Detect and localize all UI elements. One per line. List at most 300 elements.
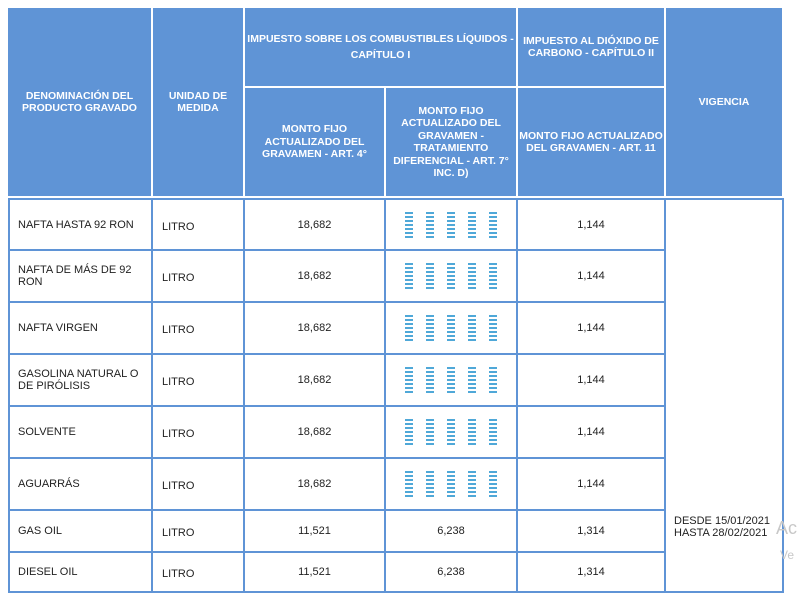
art4-value: 11,521	[245, 553, 386, 593]
dash-mark	[489, 323, 497, 325]
dash-mark	[447, 331, 455, 333]
dash-mark	[468, 367, 476, 369]
art7-dash-cell	[386, 459, 518, 511]
art11-value: 1,144	[518, 407, 666, 459]
dash-mark	[489, 267, 497, 269]
dash-mark	[426, 375, 434, 377]
dash-mark	[468, 443, 476, 445]
dash-mark	[468, 391, 476, 393]
header-col-art4: MONTO FIJO ACTUALIZADO DEL GRAVAMEN - ART. 4°	[245, 88, 386, 198]
dash-mark	[426, 471, 434, 473]
header-group-fuel-tax-title: IMPUESTO SOBRE LOS COMBUSTIBLES LÍQUIDOS -	[247, 32, 514, 45]
dash-mark	[426, 431, 434, 433]
dash-column	[489, 263, 497, 289]
unit-cell: LITRO	[153, 303, 245, 355]
dash-mark	[447, 236, 455, 238]
dash-mark	[447, 339, 455, 341]
dash-mark	[489, 491, 497, 493]
dash-column	[405, 471, 413, 497]
dash-mark	[468, 315, 476, 317]
dash-mark	[468, 335, 476, 337]
dash-column	[405, 315, 413, 341]
header-unit: UNIDAD DE MEDIDA	[153, 8, 245, 198]
dash-mark	[405, 335, 413, 337]
dash-mark	[405, 387, 413, 389]
dash-mark	[489, 216, 497, 218]
art11-value: 1,144	[518, 303, 666, 355]
dash-mark	[405, 427, 413, 429]
dash-mark	[468, 435, 476, 437]
product-name: DIESEL OIL	[8, 553, 153, 593]
dash-mark	[447, 387, 455, 389]
dash-mark	[447, 439, 455, 441]
dash-mark	[405, 323, 413, 325]
dash-mark	[468, 487, 476, 489]
dash-mark	[405, 212, 413, 214]
product-name: GASOLINA NATURAL O DE PIRÓLISIS	[8, 355, 153, 407]
dash-mark	[489, 275, 497, 277]
dash-column	[468, 212, 476, 238]
dash-column	[447, 263, 455, 289]
dash-mark	[426, 335, 434, 337]
dash-column	[489, 212, 497, 238]
dash-column	[489, 367, 497, 393]
dash-mark	[489, 271, 497, 273]
dash-mark	[426, 224, 434, 226]
dash-column	[426, 263, 434, 289]
dash-mark	[447, 495, 455, 497]
dash-mark	[426, 443, 434, 445]
dash-mark	[405, 275, 413, 277]
dash-mark	[405, 443, 413, 445]
dash-mark	[489, 315, 497, 317]
product-name: SOLVENTE	[8, 407, 153, 459]
art4-value: 18,682	[245, 198, 386, 251]
dash-mark	[489, 371, 497, 373]
dash-mark	[468, 375, 476, 377]
header-group-co2-tax: IMPUESTO AL DIÓXIDO DE CARBONO - CAPÍTULO II	[518, 8, 666, 88]
dash-mark	[468, 491, 476, 493]
dash-mark	[489, 487, 497, 489]
dash-mark	[426, 220, 434, 222]
dash-column	[468, 315, 476, 341]
dash-mark	[468, 236, 476, 238]
dash-mark	[426, 232, 434, 234]
dash-mark	[489, 475, 497, 477]
dash-marks	[386, 263, 516, 289]
dash-mark	[405, 431, 413, 433]
dash-mark	[426, 379, 434, 381]
dash-column	[468, 419, 476, 445]
art11-value: 1,144	[518, 459, 666, 511]
header-product: DENOMINACIÓN DEL PRODUCTO GRAVADO	[8, 8, 153, 198]
dash-mark	[468, 387, 476, 389]
art7-value: 6,238	[386, 511, 518, 553]
dash-mark	[426, 371, 434, 373]
dash-mark	[405, 379, 413, 381]
art11-value: 1,314	[518, 553, 666, 593]
dash-column	[405, 419, 413, 445]
dash-mark	[489, 419, 497, 421]
dash-marks	[386, 212, 516, 238]
dash-mark	[489, 335, 497, 337]
dash-mark	[468, 212, 476, 214]
art4-value: 18,682	[245, 303, 386, 355]
dash-mark	[468, 479, 476, 481]
dash-mark	[489, 479, 497, 481]
dash-mark	[447, 423, 455, 425]
dash-mark	[405, 439, 413, 441]
dash-mark	[489, 387, 497, 389]
dash-mark	[405, 236, 413, 238]
dash-mark	[489, 435, 497, 437]
dash-mark	[426, 487, 434, 489]
dash-mark	[405, 263, 413, 265]
dash-column	[426, 471, 434, 497]
dash-mark	[468, 319, 476, 321]
watermark-text: Ac	[776, 518, 798, 538]
dash-mark	[468, 423, 476, 425]
dash-mark	[468, 327, 476, 329]
art7-value: 6,238	[386, 553, 518, 593]
dash-mark	[489, 483, 497, 485]
art11-value: 1,144	[518, 198, 666, 251]
product-name: GAS OIL	[8, 511, 153, 553]
dash-mark	[468, 475, 476, 477]
dash-mark	[405, 495, 413, 497]
dash-mark	[489, 339, 497, 341]
dash-mark	[405, 419, 413, 421]
dash-mark	[447, 263, 455, 265]
dash-mark	[447, 483, 455, 485]
dash-column	[447, 212, 455, 238]
dash-column	[489, 315, 497, 341]
dash-mark	[468, 371, 476, 373]
dash-mark	[447, 228, 455, 230]
dash-mark	[447, 212, 455, 214]
art4-value: 18,682	[245, 407, 386, 459]
dash-mark	[468, 220, 476, 222]
dash-mark	[405, 271, 413, 273]
art4-value: 18,682	[245, 251, 386, 303]
dash-column	[426, 419, 434, 445]
dash-mark	[405, 279, 413, 281]
dash-mark	[468, 224, 476, 226]
dash-mark	[426, 475, 434, 477]
unit-cell: LITRO	[153, 459, 245, 511]
dash-column	[426, 212, 434, 238]
dash-mark	[489, 236, 497, 238]
dash-mark	[426, 212, 434, 214]
dash-mark	[489, 383, 497, 385]
dash-mark	[468, 427, 476, 429]
unit-cell: LITRO	[153, 355, 245, 407]
dash-column	[405, 263, 413, 289]
dash-mark	[447, 335, 455, 337]
dash-mark	[405, 315, 413, 317]
dash-mark	[426, 279, 434, 281]
dash-mark	[447, 379, 455, 381]
dash-mark	[489, 279, 497, 281]
dash-mark	[468, 216, 476, 218]
dash-mark	[468, 271, 476, 273]
dash-mark	[447, 383, 455, 385]
dash-mark	[426, 236, 434, 238]
dash-mark	[447, 327, 455, 329]
art4-value: 18,682	[245, 459, 386, 511]
dash-mark	[405, 471, 413, 473]
dash-mark	[426, 323, 434, 325]
dash-mark	[489, 431, 497, 433]
unit-cell: LITRO	[153, 251, 245, 303]
dash-column	[405, 212, 413, 238]
product-name: AGUARRÁS	[8, 459, 153, 511]
dash-mark	[489, 367, 497, 369]
dash-mark	[405, 475, 413, 477]
dash-mark	[447, 419, 455, 421]
dash-mark	[426, 271, 434, 273]
dash-mark	[426, 275, 434, 277]
dash-mark	[447, 367, 455, 369]
dash-mark	[426, 435, 434, 437]
dash-mark	[447, 283, 455, 285]
dash-column	[468, 471, 476, 497]
dash-mark	[426, 283, 434, 285]
dash-mark	[426, 367, 434, 369]
watermark-subtext: Ve	[780, 548, 795, 562]
dash-mark	[447, 431, 455, 433]
header-group-fuel-tax-chapter: CAPÍTULO I	[350, 49, 411, 61]
dash-marks	[386, 419, 516, 445]
dash-mark	[426, 383, 434, 385]
dash-mark	[447, 475, 455, 477]
table-row	[8, 198, 784, 251]
product-name: NAFTA VIRGEN	[8, 303, 153, 355]
dash-mark	[447, 319, 455, 321]
validity-from: DESDE 15/01/2021	[674, 515, 771, 527]
dash-mark	[447, 220, 455, 222]
dash-mark	[489, 224, 497, 226]
dash-mark	[405, 391, 413, 393]
dash-mark	[426, 228, 434, 230]
dash-mark	[426, 419, 434, 421]
unit-cell: LITRO	[153, 511, 245, 553]
dash-column	[426, 367, 434, 393]
dash-mark	[426, 491, 434, 493]
dash-column	[468, 367, 476, 393]
dash-mark	[468, 483, 476, 485]
dash-mark	[468, 283, 476, 285]
dash-mark	[405, 339, 413, 341]
dash-mark	[468, 228, 476, 230]
dash-mark	[426, 427, 434, 429]
dash-mark	[447, 267, 455, 269]
art11-value: 1,144	[518, 251, 666, 303]
dash-mark	[426, 287, 434, 289]
header-group-fuel-tax	[245, 8, 518, 88]
dash-mark	[447, 232, 455, 234]
dash-mark	[468, 495, 476, 497]
dash-column	[405, 367, 413, 393]
dash-mark	[405, 224, 413, 226]
dash-mark	[405, 487, 413, 489]
dash-mark	[447, 391, 455, 393]
dash-mark	[489, 212, 497, 214]
dash-mark	[468, 379, 476, 381]
art7-dash-cell	[386, 407, 518, 459]
header-col-art11: MONTO FIJO ACTUALIZADO DEL GRAVAMEN - ART. 11	[518, 88, 666, 198]
dash-mark	[426, 267, 434, 269]
dash-mark	[489, 495, 497, 497]
dash-mark	[405, 232, 413, 234]
dash-column	[426, 315, 434, 341]
dash-mark	[468, 275, 476, 277]
dash-mark	[489, 375, 497, 377]
tax-table	[8, 8, 784, 593]
dash-mark	[489, 439, 497, 441]
art11-value: 1,144	[518, 355, 666, 407]
dash-mark	[447, 487, 455, 489]
dash-mark	[426, 263, 434, 265]
validity-cell	[666, 198, 784, 593]
dash-mark	[405, 383, 413, 385]
art7-dash-cell	[386, 251, 518, 303]
dash-mark	[426, 479, 434, 481]
validity-to: HASTA 28/02/2021	[674, 527, 768, 539]
dash-mark	[447, 279, 455, 281]
dash-mark	[426, 391, 434, 393]
dash-mark	[405, 220, 413, 222]
dash-marks	[386, 367, 516, 393]
header-col-art7: MONTO FIJO ACTUALIZADO DEL GRAVAMEN - TRATAMIENTO DIFERENCIAL - ART. 7° INC. D)	[386, 88, 518, 198]
dash-mark	[468, 267, 476, 269]
dash-mark	[405, 331, 413, 333]
art7-dash-cell	[386, 303, 518, 355]
dash-mark	[405, 228, 413, 230]
dash-column	[489, 419, 497, 445]
dash-mark	[447, 271, 455, 273]
dash-mark	[447, 443, 455, 445]
dash-mark	[468, 339, 476, 341]
dash-marks	[386, 315, 516, 341]
dash-mark	[489, 228, 497, 230]
dash-mark	[489, 327, 497, 329]
dash-mark	[426, 495, 434, 497]
dash-mark	[468, 232, 476, 234]
dash-mark	[426, 339, 434, 341]
dash-mark	[426, 216, 434, 218]
dash-mark	[426, 315, 434, 317]
unit-cell: LITRO	[153, 198, 245, 251]
dash-mark	[489, 471, 497, 473]
dash-mark	[489, 423, 497, 425]
dash-mark	[426, 331, 434, 333]
art7-dash-cell	[386, 355, 518, 407]
dash-mark	[489, 287, 497, 289]
dash-mark	[426, 327, 434, 329]
dash-mark	[489, 319, 497, 321]
dash-mark	[405, 267, 413, 269]
dash-mark	[468, 431, 476, 433]
dash-mark	[447, 315, 455, 317]
header-validity: VIGENCIA	[666, 8, 784, 198]
dash-mark	[468, 471, 476, 473]
unit-cell: LITRO	[153, 407, 245, 459]
dash-mark	[405, 479, 413, 481]
dash-mark	[489, 232, 497, 234]
dash-mark	[447, 471, 455, 473]
art4-value: 11,521	[245, 511, 386, 553]
dash-mark	[405, 483, 413, 485]
dash-column	[489, 471, 497, 497]
dash-mark	[489, 220, 497, 222]
dash-marks	[386, 471, 516, 497]
dash-mark	[468, 263, 476, 265]
dash-mark	[447, 287, 455, 289]
dash-mark	[489, 443, 497, 445]
dash-mark	[405, 367, 413, 369]
dash-mark	[447, 375, 455, 377]
dash-column	[447, 419, 455, 445]
dash-mark	[468, 383, 476, 385]
dash-mark	[405, 287, 413, 289]
dash-mark	[447, 435, 455, 437]
dash-column	[468, 263, 476, 289]
dash-mark	[468, 331, 476, 333]
dash-mark	[468, 287, 476, 289]
dash-mark	[426, 387, 434, 389]
dash-mark	[489, 427, 497, 429]
product-name: NAFTA DE MÁS DE 92 RON	[8, 251, 153, 303]
art7-dash-cell	[386, 198, 518, 251]
dash-mark	[489, 263, 497, 265]
dash-mark	[489, 283, 497, 285]
dash-mark	[405, 423, 413, 425]
dash-column	[447, 471, 455, 497]
dash-mark	[468, 323, 476, 325]
dash-mark	[447, 371, 455, 373]
dash-mark	[489, 331, 497, 333]
dash-mark	[405, 319, 413, 321]
dash-mark	[405, 216, 413, 218]
dash-mark	[426, 423, 434, 425]
dash-mark	[426, 319, 434, 321]
dash-mark	[405, 435, 413, 437]
dash-column	[447, 367, 455, 393]
dash-mark	[426, 483, 434, 485]
dash-mark	[447, 491, 455, 493]
unit-cell: LITRO	[153, 553, 245, 593]
dash-mark	[447, 216, 455, 218]
dash-mark	[468, 439, 476, 441]
art11-value: 1,314	[518, 511, 666, 553]
dash-mark	[447, 323, 455, 325]
dash-mark	[405, 327, 413, 329]
dash-mark	[489, 379, 497, 381]
art4-value: 18,682	[245, 355, 386, 407]
dash-mark	[426, 439, 434, 441]
dash-mark	[447, 224, 455, 226]
dash-mark	[447, 275, 455, 277]
product-name: NAFTA HASTA 92 RON	[8, 198, 153, 251]
dash-mark	[489, 391, 497, 393]
dash-mark	[405, 283, 413, 285]
dash-mark	[405, 371, 413, 373]
dash-mark	[405, 491, 413, 493]
dash-column	[447, 315, 455, 341]
dash-mark	[405, 375, 413, 377]
dash-mark	[468, 419, 476, 421]
